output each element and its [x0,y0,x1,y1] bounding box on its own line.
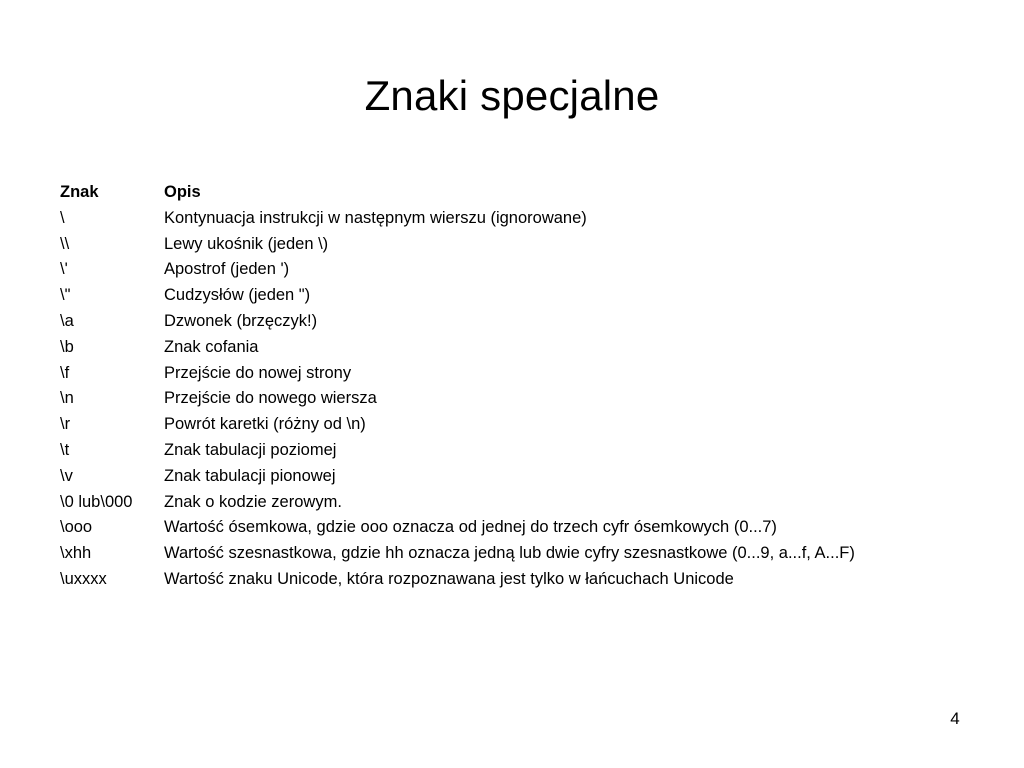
row-description: Przejście do nowej strony [164,363,352,382]
row-sign: \r [60,415,71,434]
table-row [60,361,990,387]
table-row [60,490,990,516]
table-row [60,309,990,335]
row-description: Powrót karetki (różny od \n) [164,415,366,434]
table-header-row [60,180,990,206]
row-sign: \f [60,363,70,382]
row-sign: \xhh [60,544,92,563]
table-row [60,515,990,541]
row-sign: \a [60,311,74,330]
row-description: Znak tabulacji pionowej [164,466,336,485]
row-sign: \ooo [60,518,93,537]
row-sign: \0 lub\000 [60,492,133,511]
table-row [60,386,990,412]
special-characters-table [60,180,990,593]
row-sign: \\ [60,234,70,253]
row-description: Wartość ósemkowa, gdzie ooo oznacza od jednej do trzech cyfr ósemkowych (0...7) [164,518,777,537]
table-row [60,283,990,309]
table-row [60,541,990,567]
row-sign: \b [60,337,74,356]
table-row [60,438,990,464]
row-description: Wartość znaku Unicode, która rozpoznawana jest tylko w łańcuchach Unicode [164,569,734,588]
row-sign: \t [60,440,70,459]
row-description: Apostrof (jeden ') [164,260,290,279]
table-row [60,232,990,258]
header-description: Opis [164,183,201,201]
row-sign: \n [60,389,74,408]
row-description: Dzwonek (brzęczyk!) [164,311,318,330]
header-sign: Znak [60,183,99,201]
table-row [60,206,990,232]
table-row [60,567,990,593]
row-description: Przejście do nowego wiersza [164,389,377,408]
row-description: Wartość szesnastkowa, gdzie hh oznacza jedną lub dwie cyfry szesnastkowe (0...9, a...f, A...F) [164,544,855,563]
row-description: Lewy ukośnik (jeden \) [164,234,329,253]
row-sign: \" [60,286,71,305]
slide-title: Znaki specjalne [364,72,660,119]
table-row [60,257,990,283]
row-sign: \ [60,208,65,227]
row-sign: \v [60,466,73,485]
page-number: 4 [950,709,960,728]
row-sign: \uxxxx [60,569,107,588]
table-row [60,412,990,438]
row-sign: \' [60,260,68,279]
row-description: Kontynuacja instrukcji w następnym wierszu (ignorowane) [164,208,587,227]
row-description: Cudzysłów (jeden ") [164,286,311,305]
row-description: Znak tabulacji poziomej [164,440,337,459]
table-row [60,335,990,361]
row-description: Znak cofania [164,337,259,356]
row-description: Znak o kodzie zerowym. [164,492,342,511]
table-row [60,464,990,490]
